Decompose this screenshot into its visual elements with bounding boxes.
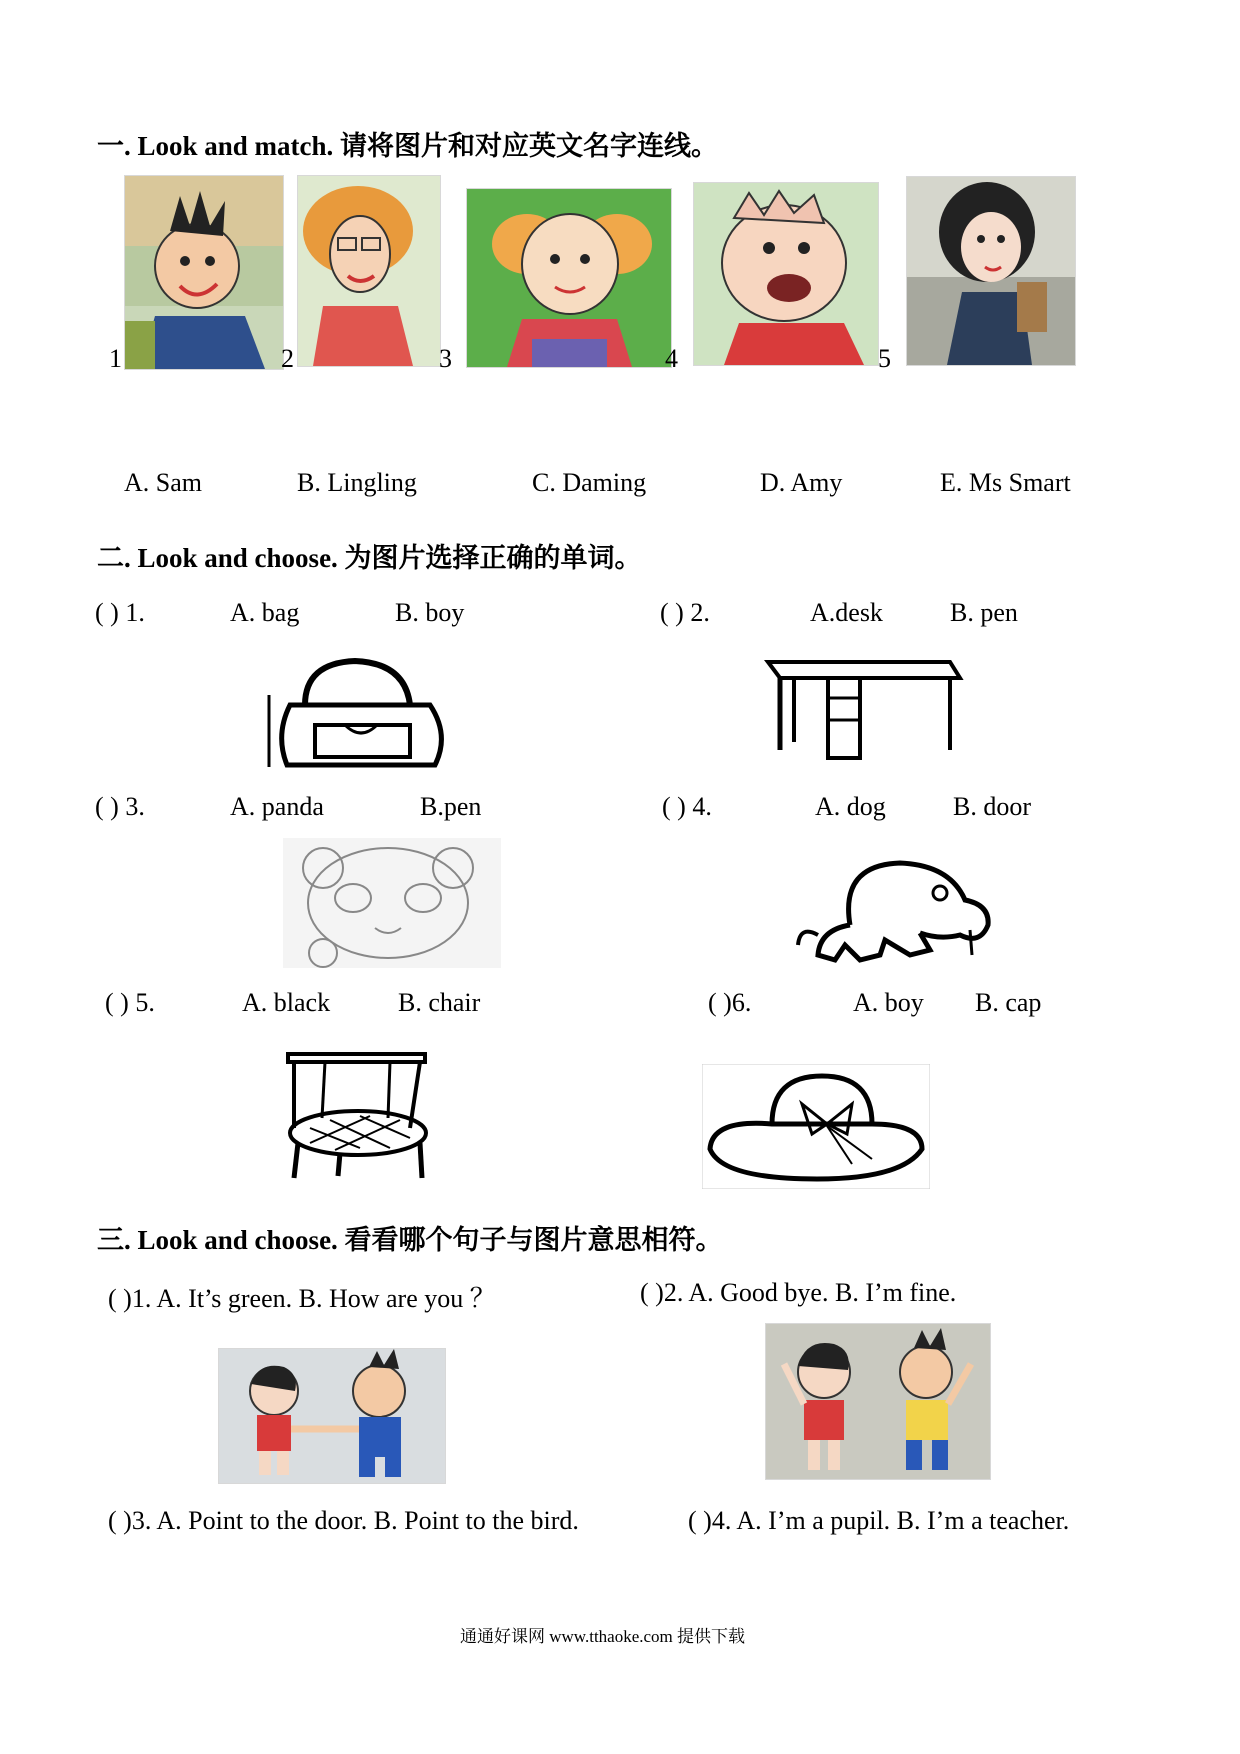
section1-title: 一. Look and match. 请将图片和对应英文名字连线。 bbox=[97, 131, 719, 161]
picture-number-2: 2 bbox=[281, 344, 294, 373]
picture-number-5: 5 bbox=[878, 344, 891, 373]
girl-cartoon-icon bbox=[467, 189, 671, 367]
boy-shouting-icon bbox=[694, 183, 878, 365]
desk-icon bbox=[760, 650, 970, 770]
picture-number-3: 3 bbox=[439, 344, 452, 373]
question-number: ( ) 1. bbox=[95, 598, 145, 627]
section3-question-4: ( )4. A. I’m a pupil. B. I’m a teacher. bbox=[688, 1506, 1070, 1535]
chair-icon bbox=[280, 1048, 432, 1183]
picture-sam bbox=[124, 175, 284, 370]
option-a: A. bag bbox=[230, 598, 300, 627]
option-a: A. black bbox=[242, 988, 331, 1017]
option-b: B. boy bbox=[395, 598, 465, 627]
dog-icon bbox=[790, 855, 1010, 970]
name-option-d: D. Amy bbox=[760, 468, 843, 497]
girl-backpack-icon bbox=[907, 177, 1075, 365]
option-a: A. panda bbox=[230, 792, 324, 821]
picture-handshake bbox=[218, 1348, 446, 1484]
option-a: A. dog bbox=[815, 792, 886, 821]
panda-icon bbox=[283, 838, 501, 968]
picture-waving bbox=[765, 1323, 991, 1480]
picture-amy bbox=[466, 188, 672, 368]
section3-question-3: ( )3. A. Point to the door. B. Point to the bird. bbox=[108, 1506, 579, 1535]
option-b: B. door bbox=[953, 792, 1031, 821]
question-number: ( ) 2. bbox=[660, 598, 710, 627]
picture-number-4: 4 bbox=[665, 344, 678, 373]
question-number: ( )6. bbox=[708, 988, 752, 1017]
question-number: ( ) 5. bbox=[105, 988, 155, 1017]
footer-credit: 通通好课网 www.tthaoke.com 提供下载 bbox=[460, 1627, 746, 1646]
section3-question-2: ( )2. A. Good bye. B. I’m fine. bbox=[640, 1278, 957, 1307]
name-option-e: E. Ms Smart bbox=[940, 468, 1071, 497]
waving-cartoon-icon bbox=[766, 1324, 990, 1479]
question-number: ( ) 4. bbox=[662, 792, 712, 821]
section3-title: 三. Look and choose. 看看哪个句子与图片意思相符。 bbox=[97, 1225, 723, 1255]
section2-title: 二. Look and choose. 为图片选择正确的单词。 bbox=[97, 543, 642, 573]
cap-icon bbox=[702, 1064, 930, 1189]
picture-number-1: 1 bbox=[109, 344, 122, 373]
picture-ms-smart bbox=[297, 175, 441, 367]
option-b: B. chair bbox=[398, 988, 481, 1017]
option-a: A. boy bbox=[853, 988, 924, 1017]
option-b: B.pen bbox=[420, 792, 482, 821]
option-b: B. cap bbox=[975, 988, 1042, 1017]
name-option-c: C. Daming bbox=[532, 468, 647, 497]
bag-icon bbox=[265, 655, 455, 770]
woman-cartoon-icon bbox=[298, 176, 440, 366]
section3-question-1: ( )1. A. It’s green. B. How are you ？ bbox=[108, 1284, 496, 1313]
name-option-b: B. Lingling bbox=[297, 468, 417, 497]
picture-daming bbox=[693, 182, 879, 366]
name-option-a: A. Sam bbox=[124, 468, 202, 497]
handshake-cartoon-icon bbox=[219, 1349, 445, 1483]
question-number: ( ) 3. bbox=[95, 792, 145, 821]
option-b: B. pen bbox=[950, 598, 1018, 627]
boy-cartoon-icon bbox=[125, 176, 283, 369]
option-a: A.desk bbox=[810, 598, 883, 627]
picture-lingling bbox=[906, 176, 1076, 366]
